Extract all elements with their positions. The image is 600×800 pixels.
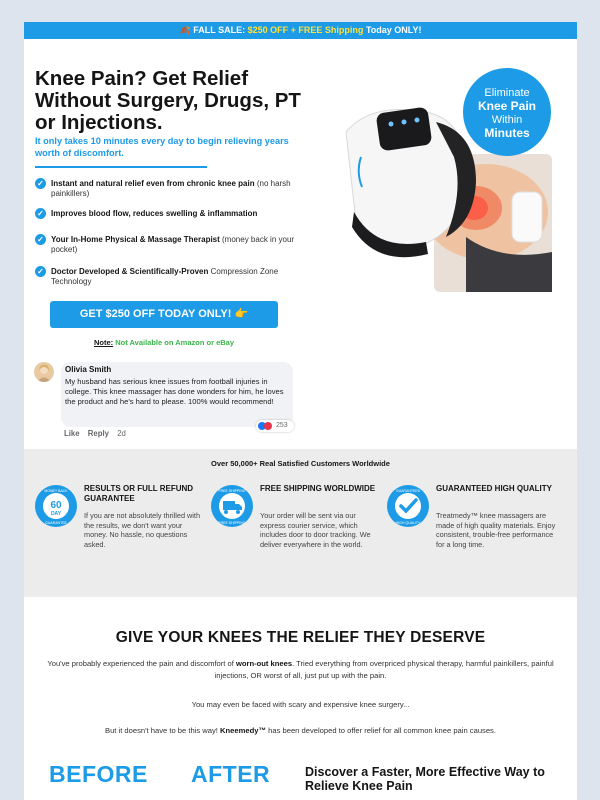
svg-text:DAY: DAY — [50, 511, 62, 517]
check-icon: ✓ — [35, 178, 46, 189]
surgery-paragraph: You may even be faced with scary and expensive knee surgery... — [191, 700, 410, 709]
section-title: GIVE YOUR KNEES THE RELIEF THEY DESERVE — [115, 629, 486, 646]
sale-banner — [24, 22, 577, 39]
badge-line4: Minutes — [484, 126, 530, 140]
hero-divider — [35, 166, 207, 168]
benefit-bold: Improves blood flow, reduces swelling & inflammation — [51, 209, 258, 218]
hero-title: Knee Pain? Get Relief Without Surgery, Drugs, PT or Injections. — [35, 67, 301, 134]
trust-text: Treatmedy™ knee massagers are made of high quality materials. Enjoy consistent, trouble-free performance for a long time. — [436, 511, 556, 549]
money-back-badge-icon — [34, 484, 78, 528]
benefit-bold: Instant and natural relief even from chronic knee pain — [51, 179, 255, 188]
badge-line2: Knee Pain — [477, 99, 537, 113]
intro-paragraph: You've probably experienced the pain and discomfort of worn-out knees. Tried everything from overpriced physical therapy, harmful painkillers, painful injections, OR worst of all, just put up with the pain. — [47, 659, 554, 680]
trust-section — [24, 449, 577, 597]
benefit-rest: Compression Zone Technology — [51, 267, 279, 286]
trust-title: FREE SHIPPING WORLDWIDE — [260, 484, 376, 493]
review-time: 2d — [117, 429, 126, 438]
love-reaction-icon — [264, 422, 272, 430]
quality-badge-icon — [386, 484, 430, 528]
check-icon: ✓ — [35, 234, 46, 245]
trust-text: If you are not absolutely thrilled with the results, we don't want your money. No hassle, no questions asked. — [84, 511, 201, 549]
reviewer-name[interactable]: Olivia Smith — [65, 365, 112, 374]
after-label: AFTER — [191, 761, 271, 787]
trust-item-refund — [34, 484, 204, 584]
review-actions — [64, 429, 132, 438]
reaction-count: 253 — [276, 422, 288, 429]
before-label: BEFORE — [49, 761, 148, 787]
benefit-rest: (money back in your pocket) — [51, 235, 295, 254]
benefit-bold: Your In-Home Physical & Massage Therapist — [51, 235, 220, 244]
like-link[interactable]: Like — [64, 429, 80, 438]
discover-heading: Discover a Faster, More Effective Way to Relieve Knee Pain — [305, 765, 545, 793]
trust-item-quality — [386, 484, 556, 584]
reaction-summary[interactable] — [256, 420, 294, 432]
trust-item-shipping — [210, 484, 380, 584]
benefit-bold: Doctor Developed & Scientifically-Proven — [51, 267, 209, 276]
sale-suffix: Today ONLY! — [365, 25, 422, 35]
hero-subtitle: It only takes 10 minutes every day to begin relieving years worth of discomfort. — [35, 136, 289, 158]
trust-text: Your order will be sent via our express courier service, which includes door to door tracking. We deliver everywhere in the world. — [260, 511, 371, 549]
trust-title: GUARANTEED HIGH QUALITY — [436, 484, 552, 493]
svg-text:MONEY BACK: MONEY BACK — [44, 489, 68, 493]
note-label: Note: — [93, 338, 114, 347]
review-bubble — [61, 362, 293, 427]
check-icon: ✓ — [35, 208, 46, 219]
check-icon: ✓ — [35, 266, 46, 277]
trust-title: RESULTS OR FULL REFUND GUARANTEE — [84, 484, 194, 503]
badge-line1: Eliminate — [484, 87, 530, 99]
note-value: Not Available on Amazon or eBay — [115, 338, 235, 347]
sale-prefix: FALL SALE: — [193, 25, 246, 35]
product-image — [316, 62, 552, 292]
free-shipping-badge-icon — [210, 484, 254, 528]
svg-text:GUARANTEE: GUARANTEE — [45, 521, 67, 525]
benefit-rest: (no harsh painkillers) — [51, 179, 291, 198]
availability-note — [24, 338, 304, 347]
get-discount-button[interactable]: GET $250 OFF TODAY ONLY! 👉 — [50, 301, 278, 328]
leaf-emoji: 🍂 — [179, 25, 191, 35]
svg-text:HIGH QUALITY: HIGH QUALITY — [395, 521, 421, 525]
sale-highlight: $250 OFF + FREE Shipping — [247, 25, 364, 35]
review-text: My husband has serious knee issues from football injuries in college. This knee massager has done wonders for him, he loves the product and he's hard to please. 100% would recommend! — [65, 377, 284, 406]
landing-page — [24, 22, 577, 800]
svg-text:FREE SHIPPING: FREE SHIPPING — [218, 489, 246, 493]
svg-text:GUARANTEED: GUARANTEED — [395, 489, 421, 493]
svg-text:60: 60 — [50, 500, 62, 511]
reply-link[interactable]: Reply — [87, 429, 110, 438]
trust-heading: Over 50,000+ Real Satisfied Customers Worldwide — [211, 459, 390, 468]
badge-line3: Within — [491, 114, 523, 126]
avatar — [34, 362, 54, 382]
solution-paragraph: But it doesn't have to be this way! Kneemedy™ has been developed to offer relief for all common knee pain causes. — [105, 726, 496, 735]
svg-text:FREE SHIPPING: FREE SHIPPING — [218, 521, 246, 525]
